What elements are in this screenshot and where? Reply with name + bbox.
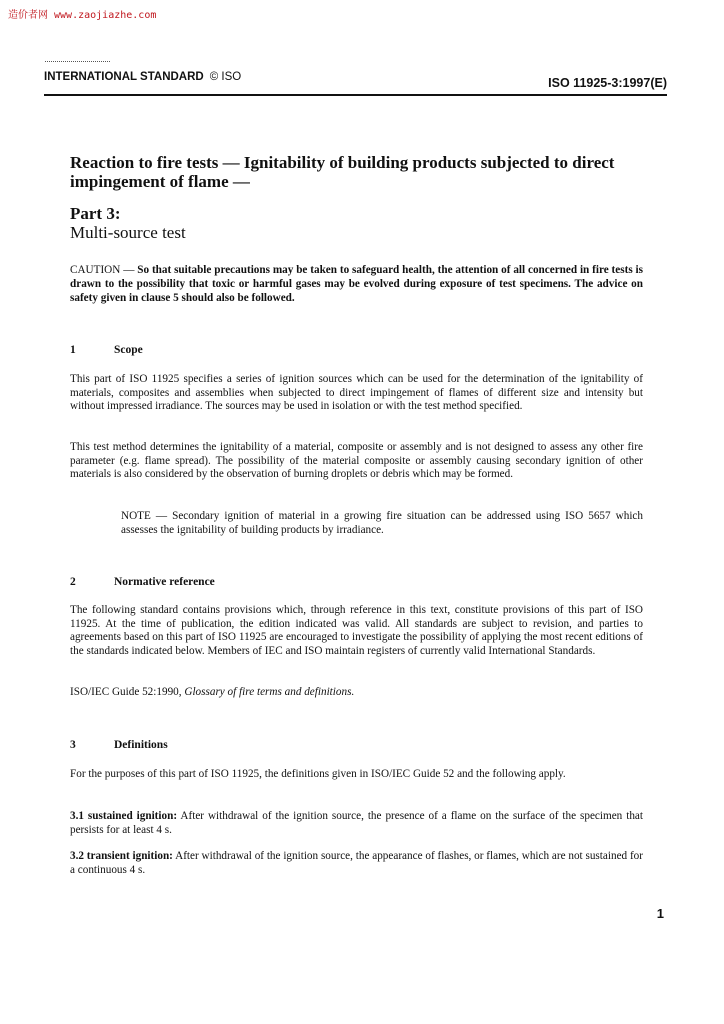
definitions-intro: For the purposes of this part of ISO 11925, the definitions given in ISO/IEC Guide 52 and the following apply. bbox=[70, 768, 566, 780]
definition-term: 3.2 transient ignition: bbox=[70, 850, 173, 862]
document-number: ISO 11925-3:1997(E) bbox=[548, 76, 667, 90]
reference-title: Glossary of fire terms and definitions. bbox=[184, 686, 355, 698]
section-number-scope: 1 bbox=[70, 344, 76, 356]
scope-paragraph-2: This test method determines the ignitability of a material, composite or assembly and is not designed to assess any other fire parameter (e.g. flame spread). The possibility of the material composite or assembly causing secondary ignition of other materials is also considered by the observation of burning droplets or debris which may be formed. bbox=[70, 441, 643, 480]
definition-term: 3.1 sustained ignition: bbox=[70, 810, 178, 822]
caution-label: CAUTION — bbox=[70, 264, 135, 276]
watermark-text: 造价者网 www.zaojiazhe.com bbox=[8, 10, 157, 21]
scope-note: NOTE — Secondary ignition of material in a growing fire situation can be addressed using ISO 5657 which assesses the ignitability of building products by irradiance. bbox=[121, 510, 643, 536]
section-number-definitions: 3 bbox=[70, 739, 76, 751]
section-title-scope: Scope bbox=[114, 344, 143, 356]
header-rule bbox=[44, 94, 667, 96]
definition-text: After withdrawal of the ignition source, the presence of a flame on the surface of the specimen that persists for at least 4 s. bbox=[70, 810, 643, 836]
section-title-definitions: Definitions bbox=[114, 739, 168, 751]
standard-label: INTERNATIONAL STANDARD bbox=[44, 71, 204, 83]
part-label: Part 3: bbox=[70, 204, 121, 223]
caution-notice bbox=[70, 263, 643, 305]
section-number-normative: 2 bbox=[70, 576, 76, 588]
part-subtitle: Multi-source test bbox=[70, 223, 186, 242]
scope-paragraph-1: This part of ISO 11925 specifies a series of ignition sources which can be used for the determination of the ignitability of materials, composites and assemblies when subjected to direct impingement of flames of different size and intensity but without impressed irradiance. The sources may be used in isolation or with the test method specified. bbox=[70, 373, 643, 412]
normative-paragraph: The following standard contains provisions which, through reference in this text, constitute provisions of this part of ISO 11925. At the time of publication, the edition indicated was valid. All standards are subject to revision, and parties to agreements based on this part of ISO 11925 are encouraged to investigate the possibility of applying the most recent editions of the standards indicated below. Members of IEC and ISO maintain registers of currently valid International Standards. bbox=[70, 604, 643, 657]
document-title: Reaction to fire tests — Ignitability of building products subjected to direct impingement of flame — bbox=[70, 153, 615, 191]
definition-transient-ignition bbox=[70, 850, 643, 877]
definition-sustained-ignition bbox=[70, 810, 643, 837]
header-standard bbox=[44, 71, 241, 83]
section-title-normative: Normative reference bbox=[114, 576, 215, 588]
header-dotted-line bbox=[45, 61, 110, 62]
definition-text: After withdrawal of the ignition source, the appearance of flashes, or flames, which are not sustained for a continuous 4 s. bbox=[70, 850, 643, 876]
reference-code: ISO/IEC Guide 52:1990, bbox=[70, 686, 182, 698]
iso-mark: © ISO bbox=[209, 71, 242, 83]
page-number: 1 bbox=[656, 906, 664, 921]
normative-reference bbox=[70, 686, 643, 700]
caution-text: So that suitable precautions may be taken to safeguard health, the attention of all concerned in fire tests is drawn to the possibility that toxic or harmful gases may be evolved during exposure of test specimens. The advice on safety given in clause 5 should also be followed. bbox=[70, 264, 644, 304]
